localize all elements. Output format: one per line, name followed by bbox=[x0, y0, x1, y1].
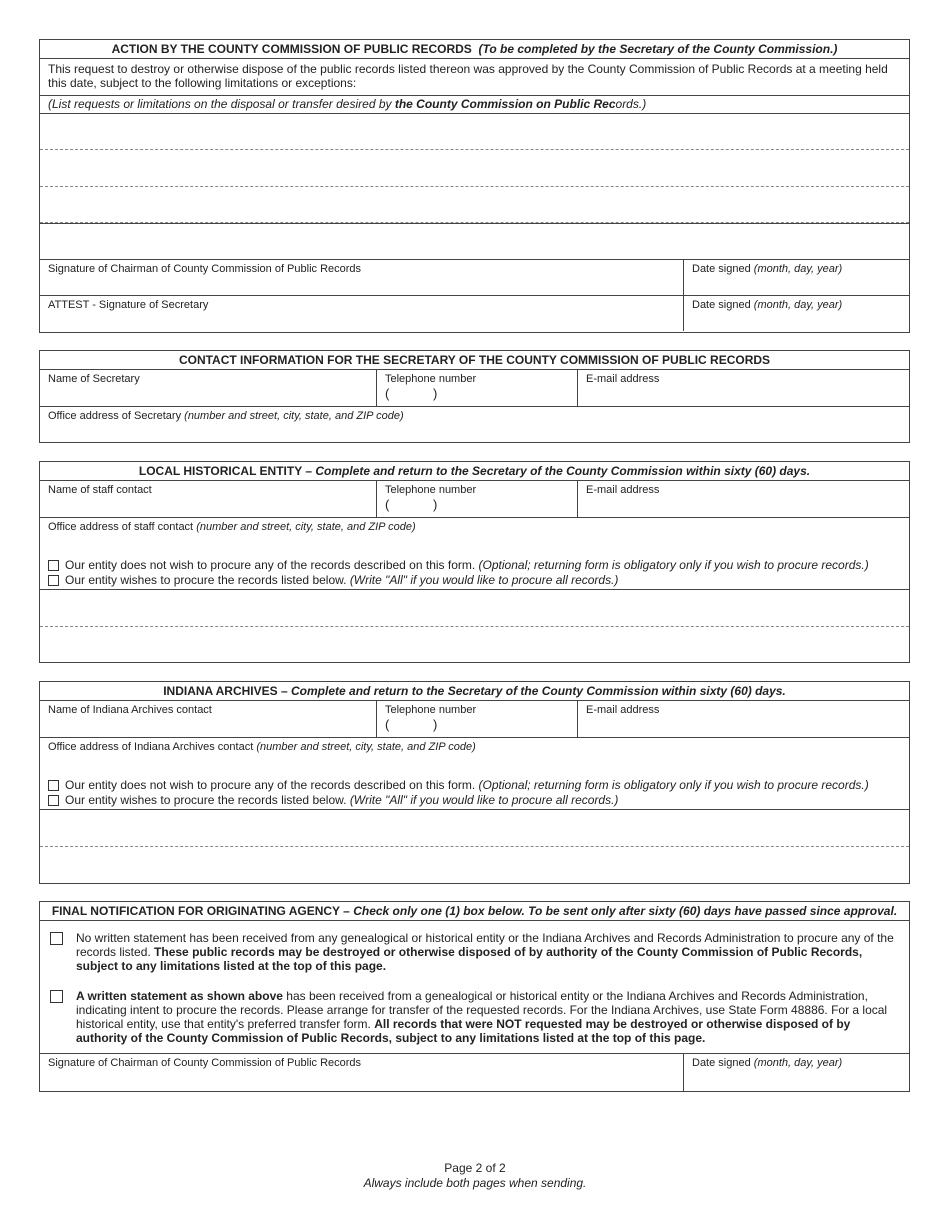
local-option-procure bbox=[40, 573, 909, 588]
archives-contact-name-field[interactable] bbox=[40, 701, 376, 737]
final-chairman-signature-label: Signature of Chairman of County Commission of Public Records bbox=[48, 1057, 362, 1069]
action-limitation-line-1[interactable] bbox=[40, 114, 909, 150]
final-date-field[interactable] bbox=[683, 1054, 909, 1091]
final-no-statement-text: No written statement has been received from any genealogical or historical entity or the Indiana Archives and Records Administration to procure any of the records listed. bbox=[76, 931, 894, 959]
contact-header: CONTACT INFORMATION FOR THE SECRETARY OF THE COUNTY COMMISSION OF PUBLIC RECORDS bbox=[40, 351, 909, 370]
archives-option-decline bbox=[40, 778, 909, 793]
final-no-statement-bold: These public records may be destroyed or otherwise disposed of by authority of the County Commission of Public Records, subject to any limitations listed at the top of this page. bbox=[76, 945, 863, 973]
page-footer bbox=[0, 1161, 950, 1191]
archives-phone-field[interactable] bbox=[376, 701, 577, 737]
local-entity-header bbox=[40, 462, 909, 481]
archives-option-procure bbox=[40, 793, 909, 808]
action-header bbox=[40, 40, 909, 59]
local-phone-field[interactable] bbox=[376, 481, 577, 517]
local-records-line-2[interactable] bbox=[40, 627, 909, 662]
page-number: Page 2 of 2 bbox=[444, 1161, 506, 1175]
archives-contact-row bbox=[40, 701, 909, 738]
secretary-address-hint: (number and street, city, state, and ZIP code) bbox=[184, 410, 404, 422]
local-procure-text: Our entity wishes to procure the records listed below. bbox=[65, 573, 347, 587]
action-section bbox=[39, 39, 910, 333]
final-date-hint: (month, day, year) bbox=[753, 1057, 843, 1069]
local-address-label: Office address of staff contact bbox=[48, 521, 194, 533]
archives-decline-hint: (Optional; returning form is obligatory only if you wish to procure records.) bbox=[478, 778, 869, 792]
secretary-address-field[interactable] bbox=[40, 407, 909, 442]
secretary-address-cell bbox=[40, 407, 909, 442]
final-statement-lead: A written statement as shown above bbox=[76, 989, 283, 1003]
paren-close: ) bbox=[433, 386, 438, 401]
final-header-italic: Check only one (1) box below. To be sent only after sixty (60) days have passed since approval. bbox=[353, 904, 898, 918]
footer-note: Always include both pages when sending. bbox=[363, 1176, 587, 1190]
final-header-main: FINAL NOTIFICATION FOR ORIGINATING AGENCY – bbox=[51, 904, 350, 918]
archives-procure-text: Our entity wishes to procure the records listed below. bbox=[65, 793, 347, 807]
secretary-email-label: E-mail address bbox=[586, 373, 660, 385]
phone-area-code bbox=[385, 717, 438, 732]
secretary-signature-label: ATTEST - Signature of Secretary bbox=[48, 299, 209, 311]
secretary-date-hint: (month, day, year) bbox=[753, 299, 843, 311]
archives-records-line-1[interactable] bbox=[40, 810, 909, 847]
archives-email-label: E-mail address bbox=[586, 704, 660, 716]
chairman-signature-label: Signature of Chairman of County Commission of Public Records bbox=[48, 263, 362, 275]
local-decline-hint: (Optional; returning form is obligatory only if you wish to procure records.) bbox=[478, 558, 869, 572]
local-address-and-options bbox=[40, 518, 909, 590]
local-decline-text: Our entity does not wish to procure any of the records described on this form. bbox=[65, 558, 476, 572]
secretary-phone-field[interactable] bbox=[376, 370, 577, 406]
archives-decline-checkbox[interactable] bbox=[48, 780, 59, 791]
local-address-field[interactable] bbox=[40, 518, 909, 554]
secretary-date-label: Date signed bbox=[692, 299, 751, 311]
chairman-date-label: Date signed bbox=[692, 263, 751, 275]
archives-address-hint: (number and street, city, state, and ZIP code) bbox=[256, 741, 476, 753]
final-statement-bold: All records that were NOT requested may be destroyed or otherwise disposed of by authority of the County Commission of Public Records, subject to any limitations listed at the top of this page. bbox=[76, 1017, 851, 1045]
archives-header bbox=[40, 682, 909, 701]
archives-phone-label: Telephone number bbox=[385, 704, 477, 716]
archives-header-italic: Complete and return to the Secretary of the County Commission within sixty (60) days. bbox=[291, 684, 786, 698]
final-options-row bbox=[40, 921, 909, 1054]
final-signature-row bbox=[40, 1054, 909, 1091]
archives-procure-checkbox[interactable] bbox=[48, 795, 59, 806]
action-body-text: This request to destroy or otherwise dispose of the public records listed thereon was approved by the County Commission of Public Records at a meeting held this date, subject to the following limitations or exceptions: bbox=[48, 62, 888, 90]
archives-address-field[interactable] bbox=[40, 738, 909, 774]
action-header-italic: (To be completed by the Secretary of the County Commission.) bbox=[478, 42, 838, 56]
paren-open: ( bbox=[385, 497, 390, 512]
local-procure-hint: (Write "All" if you would like to procure all records.) bbox=[349, 573, 619, 587]
action-limitation-line-4[interactable] bbox=[40, 223, 909, 260]
final-chairman-signature-field[interactable] bbox=[40, 1054, 683, 1091]
chairman-date-field[interactable] bbox=[683, 260, 909, 295]
phone-area-code bbox=[385, 497, 438, 512]
final-header bbox=[40, 902, 909, 921]
final-option-statement-received bbox=[40, 973, 909, 1045]
secretary-signature-row bbox=[40, 296, 909, 331]
archives-section bbox=[39, 681, 910, 884]
chairman-date-hint: (month, day, year) bbox=[753, 263, 843, 275]
secretary-phone-label: Telephone number bbox=[385, 373, 477, 385]
chairman-signature-field[interactable] bbox=[40, 260, 683, 295]
paren-open: ( bbox=[385, 717, 390, 732]
local-staff-name-field[interactable] bbox=[40, 481, 376, 517]
local-phone-label: Telephone number bbox=[385, 484, 477, 496]
final-statement-text: has been received from a genealogical or historical entity or the Indiana Archives and Records Administration, indicating intent to procure the records. Please arrange for transfer of the requested records. For the Indiana Archives, use State Form 48886. For a local historical entity, use that entity's preferred transfer form. bbox=[76, 989, 888, 1031]
local-option-decline bbox=[40, 558, 909, 573]
secretary-email-field[interactable] bbox=[577, 370, 909, 406]
phone-area-code bbox=[385, 386, 438, 401]
local-options bbox=[40, 558, 909, 588]
local-procure-checkbox[interactable] bbox=[48, 575, 59, 586]
secretary-signature-field[interactable] bbox=[40, 296, 683, 331]
paren-open: ( bbox=[385, 386, 390, 401]
local-contact-row bbox=[40, 481, 909, 518]
secretary-address-label: Office address of Secretary bbox=[48, 410, 182, 422]
paren-close: ) bbox=[433, 717, 438, 732]
action-limitation-line-3[interactable] bbox=[40, 187, 909, 223]
secretary-date-field[interactable] bbox=[683, 296, 909, 331]
archives-procure-hint: (Write "All" if you would like to procure all records.) bbox=[349, 793, 619, 807]
archives-records-line-2[interactable] bbox=[40, 847, 909, 882]
chairman-signature-row bbox=[40, 260, 909, 296]
archives-options bbox=[40, 778, 909, 808]
secretary-name-label: Name of Secretary bbox=[48, 373, 140, 385]
archives-address-and-options bbox=[40, 738, 909, 810]
action-list-text bbox=[40, 96, 909, 114]
paren-close: ) bbox=[433, 497, 438, 512]
final-no-statement-checkbox[interactable] bbox=[50, 932, 63, 945]
local-header-main: LOCAL HISTORICAL ENTITY – bbox=[138, 464, 313, 478]
action-list-bold: the County Commission on Public Rec bbox=[394, 97, 616, 111]
local-header-italic: Complete and return to the Secretary of the County Commission within sixty (60) days. bbox=[315, 464, 811, 478]
action-header-main: ACTION BY THE COUNTY COMMISSION OF PUBLIC RECORDS bbox=[111, 42, 472, 56]
archives-header-main: INDIANA ARCHIVES – bbox=[163, 684, 288, 698]
local-email-field[interactable] bbox=[577, 481, 909, 517]
action-limitation-line-2[interactable] bbox=[40, 150, 909, 187]
local-entity-section bbox=[39, 461, 910, 663]
contact-section bbox=[39, 350, 910, 443]
action-list-instructions bbox=[40, 96, 909, 114]
local-email-label: E-mail address bbox=[586, 484, 660, 496]
archives-address-label: Office address of Indiana Archives contact bbox=[48, 741, 254, 753]
local-staff-name-label: Name of staff contact bbox=[48, 484, 152, 496]
action-list-suffix: ords.) bbox=[615, 97, 647, 111]
local-address-hint: (number and street, city, state, and ZIP code) bbox=[196, 521, 416, 533]
local-records-line-1[interactable] bbox=[40, 590, 909, 627]
archives-decline-text: Our entity does not wish to procure any of the records described on this form. bbox=[65, 778, 476, 792]
archives-contact-name-label: Name of Indiana Archives contact bbox=[48, 704, 212, 716]
local-decline-checkbox[interactable] bbox=[48, 560, 59, 571]
contact-row bbox=[40, 370, 909, 407]
final-notification-section bbox=[39, 901, 910, 1092]
archives-email-field[interactable] bbox=[577, 701, 909, 737]
action-body-row bbox=[40, 59, 909, 96]
final-option-no-statement bbox=[40, 921, 909, 973]
final-date-label: Date signed bbox=[692, 1057, 751, 1069]
secretary-name-field[interactable] bbox=[40, 370, 376, 406]
action-list-prefix: (List requests or limitations on the disposal or transfer desired by bbox=[48, 97, 395, 111]
final-statement-received-checkbox[interactable] bbox=[50, 990, 63, 1003]
